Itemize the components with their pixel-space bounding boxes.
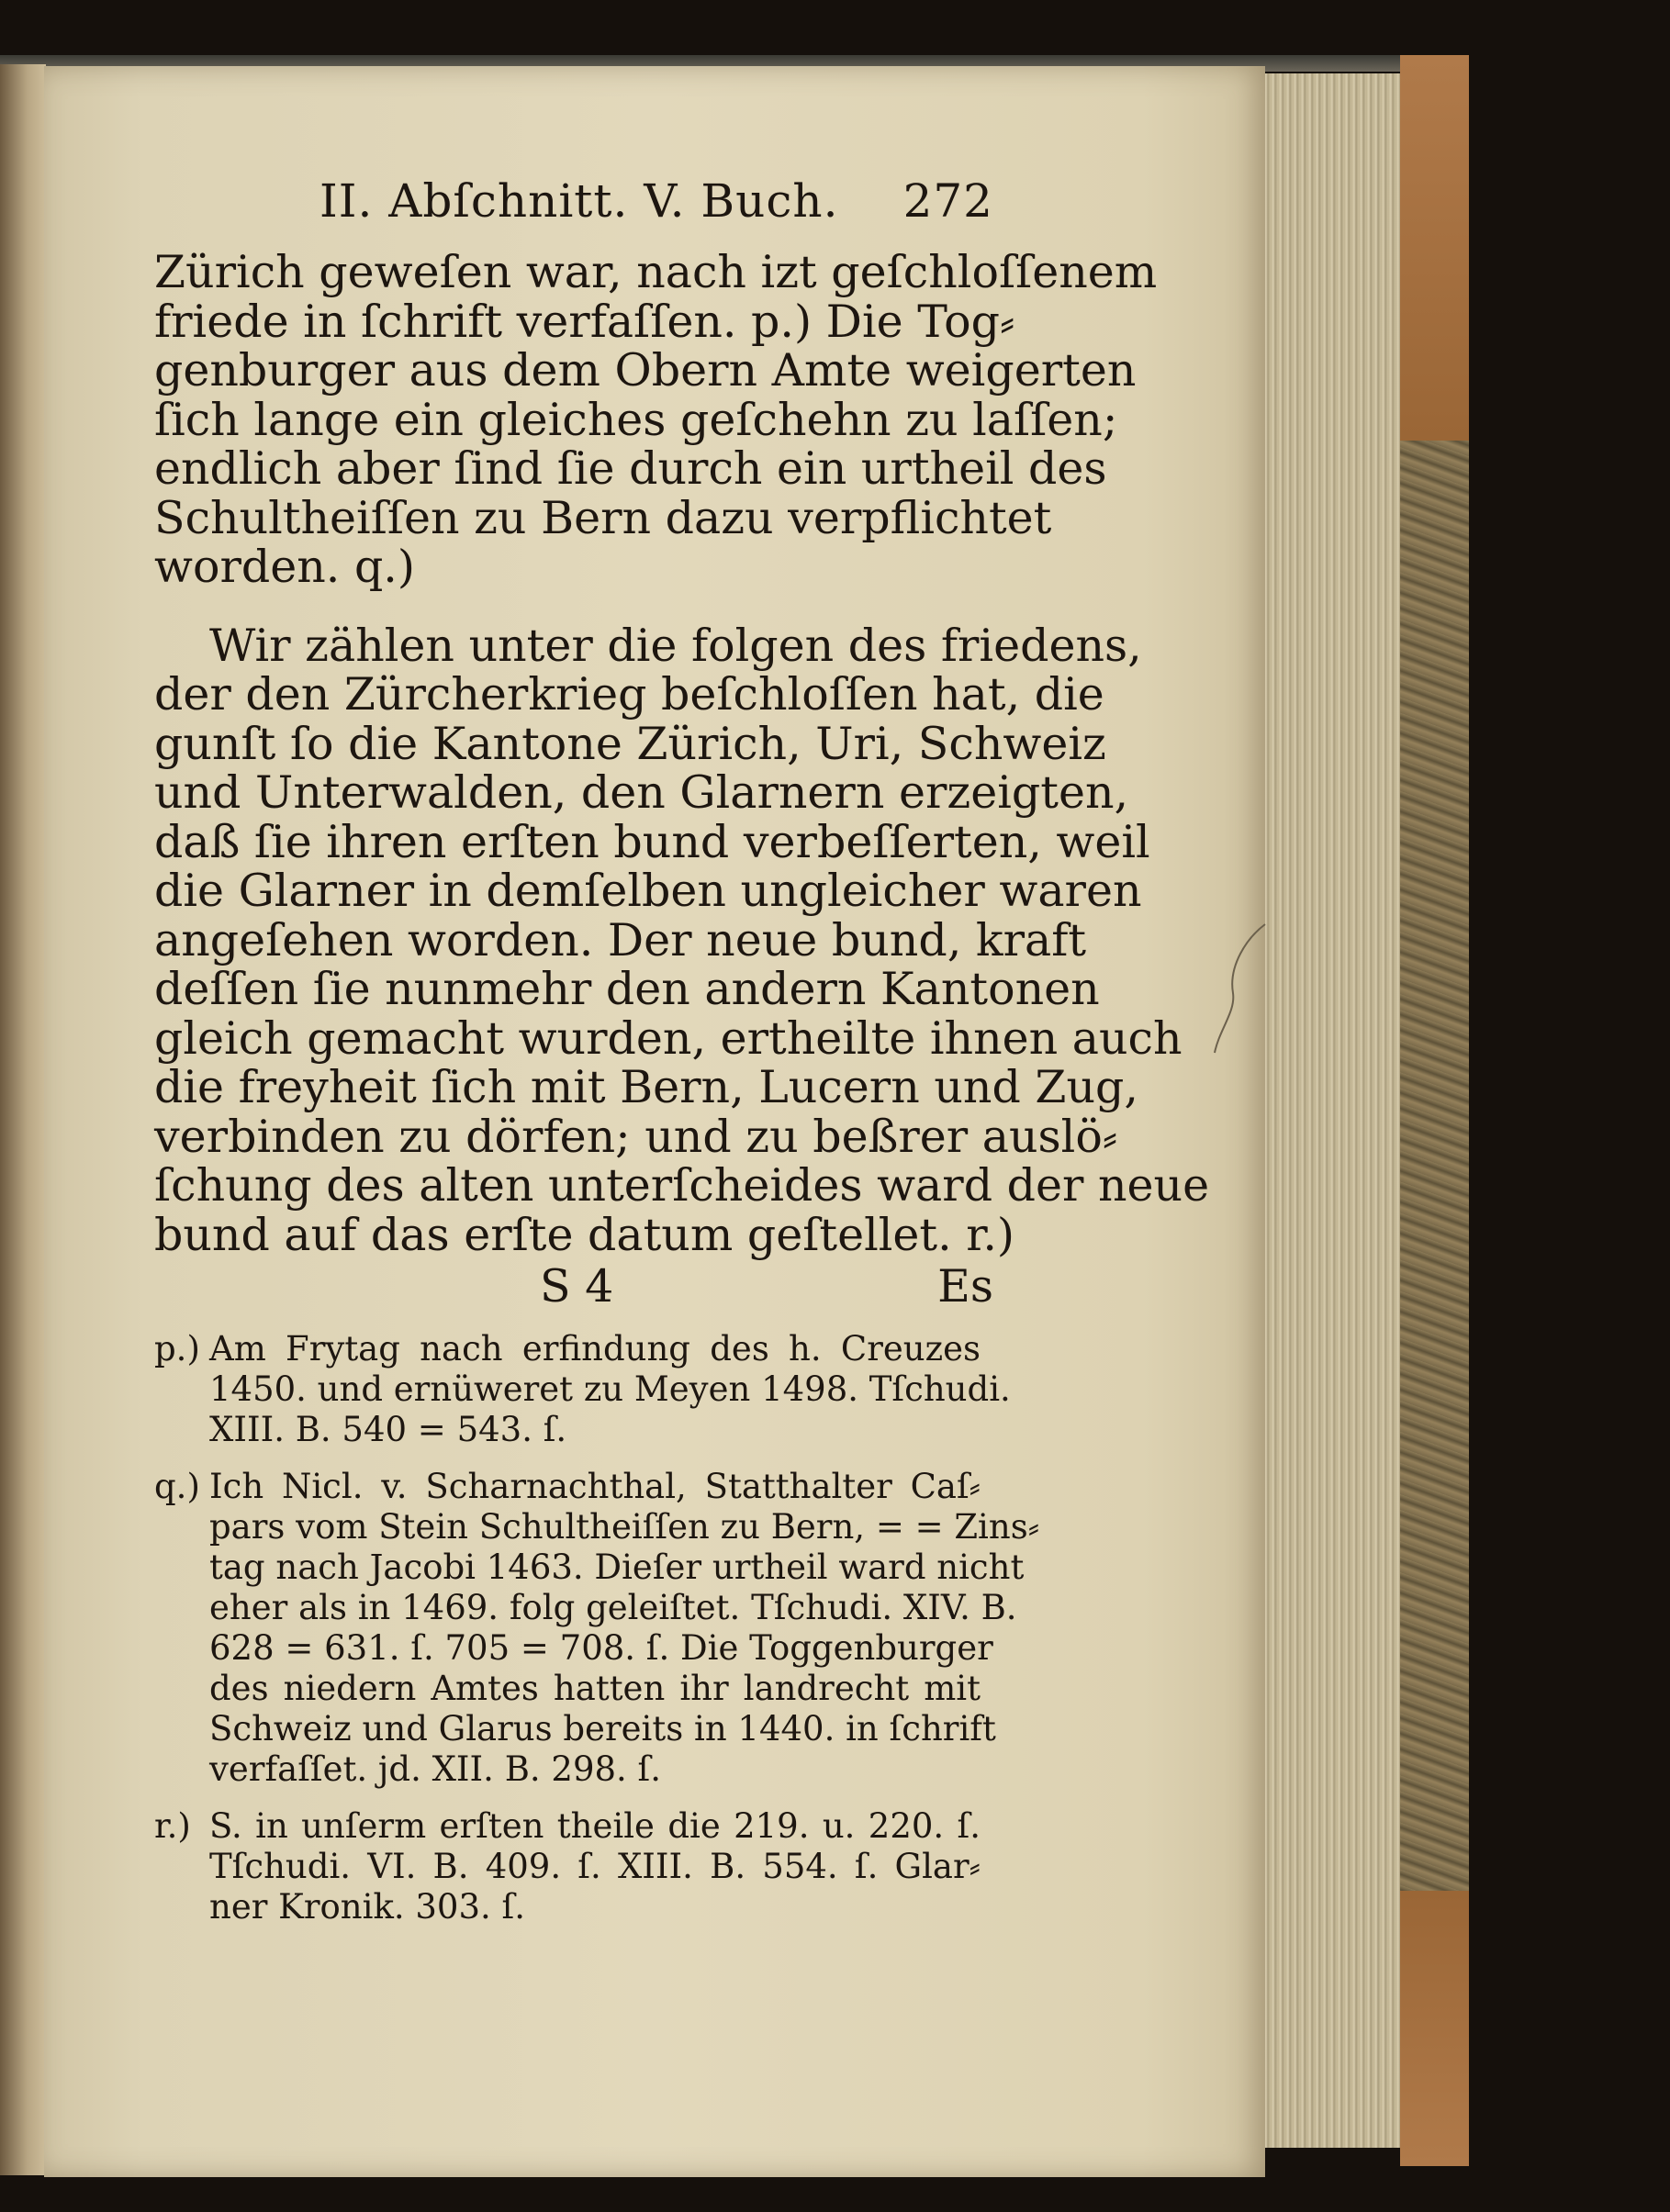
footnote-line: pars vom Stein Schultheiſſen zu Bern, = = Zins⸗ — [209, 1507, 1040, 1547]
text-line: friede in ſchrift verfaſſen. p.) Die Tog⸗ — [154, 295, 1015, 348]
text-line: Schultheiſſen zu Bern dazu verpflichtet — [154, 491, 1052, 544]
pencil-mark — [1210, 920, 1283, 1057]
text-line: und Unterwalden, den Glarnern erzeigten, — [154, 766, 1129, 819]
text-line: bund auf das erſte datum geſtellet. r.) — [154, 1208, 1015, 1261]
footnote-mark: p.) — [154, 1329, 200, 1369]
footnote-mark: r.) — [154, 1806, 191, 1846]
text-line: daß ſie ihren erſten bund verbeſſerten, weil — [154, 815, 1150, 868]
footnote-line: verfaſſet. jd. XII. B. 298. ſ. — [209, 1749, 662, 1789]
footnote-line: tag nach Jacobi 1463. Dieſer urtheil ward nicht — [209, 1547, 1025, 1587]
text-line: ſchung des alten unterſcheides ward der neue — [154, 1159, 1210, 1212]
text-line: die Glarner in demſelben ungleicher waren — [154, 865, 1142, 917]
text-line: verbinden zu dörfen; und zu beßrer auslö⸗ — [154, 1110, 1118, 1163]
text-line: worden. q.) — [154, 541, 415, 593]
footnote-q — [154, 1467, 1040, 1790]
leather-corner-bottom — [1400, 1891, 1469, 2166]
footnote-line: r.) S. in unſerm erſten theile die 219. u. 220. ſ. — [154, 1806, 981, 1846]
footnotes — [154, 1329, 1040, 1927]
footnote-line: q.) Ich Nicl. v. Scharnachthal, Statthalter Caſ⸗ — [154, 1467, 981, 1506]
text-line: ſich lange ein gleiches geſchehn zu laſſen; — [154, 393, 1118, 446]
footnote-line: XIII. B. 540 = 543. ſ. — [209, 1410, 567, 1449]
leather-corner-top — [1400, 55, 1469, 441]
text-line: endlich aber ſind ſie durch ein urtheil des — [154, 442, 1107, 495]
text-line: die freyheit ſich mit Bern, Lucern und Zug, — [154, 1061, 1138, 1113]
running-head-title: II. Abſchnitt. V. Buch. — [319, 174, 839, 228]
page-block-edge — [1249, 73, 1405, 2148]
text-line: gleich gemacht wurden, ertheilte ihnen auch — [154, 1011, 1182, 1065]
page-content — [154, 174, 1210, 1927]
footnote-line: Schweiz und Glarus bereits in 1440. in ſchrift — [209, 1709, 996, 1748]
footnote-line: Tſchudi. VI. B. 409. ſ. XIII. B. 554. ſ. Glar⸗ — [209, 1847, 981, 1886]
text-line: der den Zürcherkrieg beſchloſſen hat, die — [154, 668, 1104, 721]
footnote-line: p.) Am Frytag nach erfindung des h. Creuzes — [154, 1329, 981, 1369]
text-line: deſſen ſie nunmehr den andern Kantonen — [154, 963, 1100, 1015]
footnote-line: eher als in 1469. folg geleiſtet. Tſchudi. XIV. B. — [209, 1588, 1017, 1627]
text-line: angeſehen worden. Der neue bund, kraft — [154, 913, 1087, 966]
text-line: gunſt ſo die Kantone Zürich, Uri, Schweiz — [154, 717, 1106, 770]
signature-mark: S 4 — [540, 1260, 614, 1313]
signature-row — [154, 1260, 993, 1313]
page-number: 272 — [902, 174, 993, 228]
footnote-line: 628 = 631. ſ. 705 = 708. ſ. Die Toggenburger — [209, 1628, 993, 1668]
footnote-mark: q.) — [154, 1467, 200, 1506]
footnote-r — [154, 1806, 981, 1927]
paragraph-1 — [154, 246, 1158, 593]
footnote-line: des niedern Amtes hatten ihr landrecht mit — [209, 1669, 981, 1708]
text-line: Zürich geweſen war, nach izt geſchloſſenem — [154, 246, 1158, 298]
footnote-line: ner Kronik. 303. ſ. — [209, 1887, 525, 1927]
text-line: genburger aus dem Obern Amte weigerten — [154, 344, 1137, 397]
footnote-p — [154, 1329, 1011, 1450]
running-head — [154, 174, 993, 248]
catchword: Es — [937, 1260, 993, 1313]
paragraph-2 — [154, 619, 1210, 1261]
text-line: Wir zählen unter die folgen des friedens, — [209, 619, 1142, 672]
facing-page-edge — [0, 64, 46, 2175]
footnote-line: 1450. und ernüweret zu Meyen 1498. Tſchudi. — [209, 1369, 1011, 1409]
